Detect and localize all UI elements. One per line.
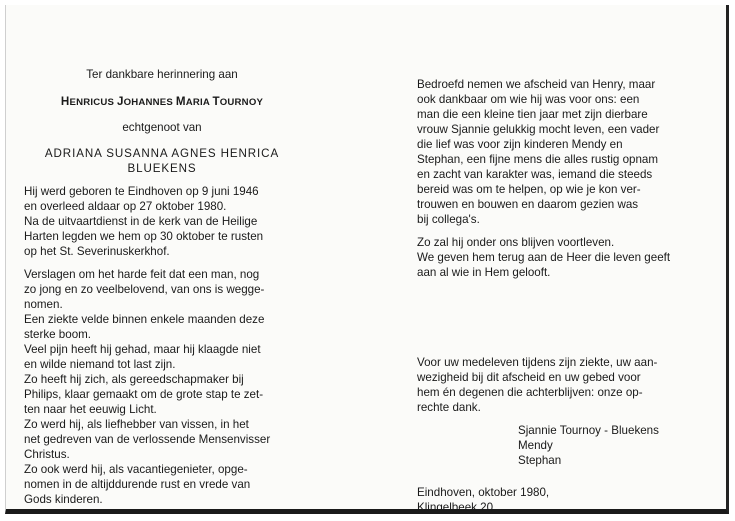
text-line: Zo zal hij onder ons blijven voortleven. — [417, 236, 615, 249]
text-line: Veel pijn heeft hij gehad, maar hij klaagde niet — [24, 343, 261, 356]
text-line: Zo heeft hij zich, als gereedschapmaker bij — [24, 373, 244, 386]
signature-block — [518, 423, 709, 468]
text-line: Harten legden we hem op 30 oktober te rusten — [24, 230, 264, 243]
memorial-card — [5, 5, 729, 514]
paragraph-thanks — [417, 355, 709, 415]
text-line: ten naar het eeuwig Licht. — [24, 403, 157, 416]
text-line: hem én degenen die achterblijven: onze op- — [417, 386, 643, 399]
text-line: sterke boom. — [24, 328, 92, 341]
text-line: Zo werd hij, als liefhebber van vissen, in het — [24, 418, 249, 431]
text-line: nomen in de altijddurende rust en vrede van — [24, 478, 251, 491]
text-line: en wilde niemand tot last zijn. — [24, 358, 176, 371]
paragraph-work — [24, 372, 300, 417]
paragraph-pain — [24, 342, 300, 372]
text-line: ook dankbaar om wie hij was voor ons: een — [417, 93, 640, 106]
text-line: Verslagen om het harde feit dat een man, nog — [24, 268, 260, 281]
text-line: bij collega's. — [417, 213, 480, 226]
paragraph-farewell — [417, 77, 709, 227]
paragraph-funeral — [24, 214, 300, 259]
paragraph-loss — [24, 267, 300, 312]
spouse-label: echtgenoot van — [122, 121, 202, 134]
text-line: Hij werd geboren te Eindhoven op 9 juni 1946 — [24, 185, 259, 198]
text-line: Zo ook werd hij, als vacantiegenieter, opge- — [24, 463, 248, 476]
paragraph-remembrance — [417, 235, 709, 280]
text-line: Bedroefd nemen we afscheid van Henry, maar — [417, 78, 656, 91]
text-line: We geven hem terug aan de Heer die leven geeft — [417, 251, 671, 264]
text-line: die lief was voor zijn kinderen Mendy en — [417, 138, 623, 151]
text-line: trouwen en bouwen en daarom gezien was — [417, 198, 639, 211]
paragraph-illness — [24, 312, 300, 342]
text-line: zo jong en zo veelbelovend, van ons is wegge- — [24, 283, 265, 296]
paragraph-birth-death — [24, 184, 300, 214]
place-date-line: Eindhoven, oktober 1980, — [417, 486, 550, 499]
deceased-name: HENRICUS JOHANNES MARIA TOURNOY — [60, 95, 264, 108]
intro-line: Ter dankbare herinnering aan — [86, 68, 238, 81]
text-line: Philips, klaar gemaakt om de grote stap te zet- — [24, 388, 264, 401]
paragraph-vacation — [24, 462, 300, 507]
text-line: Christus. — [24, 448, 70, 461]
text-line: op het St. Severinuskerkhof. — [24, 245, 170, 258]
left-column — [24, 67, 300, 507]
place-date-block — [417, 485, 709, 515]
text-line: net gedreven van de verlossende Mensenvisser — [24, 433, 271, 446]
text-line: rechte dank. — [417, 401, 481, 414]
spouse-name-line-2: BLUEKENS — [127, 162, 197, 175]
text-line: en zacht van karakter was, iemand die steeds — [417, 168, 653, 181]
text-line: Voor uw medeleven tijdens zijn ziekte, uw aan- — [417, 356, 658, 369]
paragraph-fishing — [24, 417, 300, 462]
text-line: wezigheid bij dit afscheid en uw gebed voor — [417, 371, 641, 384]
text-line: vrouw Sjannie gelukkig mocht leven, een vader — [417, 123, 660, 136]
signatory-name: Sjannie Tournoy - Bluekens — [518, 424, 659, 437]
text-line: aan al wie in Hem gelooft. — [417, 266, 551, 279]
text-line: Stephan, een fijne mens die alles rustig opnam — [417, 153, 659, 166]
spouse-name-line-1: ADRIANA SUSANNA AGNES HENRICA — [44, 147, 280, 160]
text-line: Na de uitvaartdienst in de kerk van de Heilige — [24, 215, 258, 228]
signatory-name: Mendy — [518, 439, 553, 452]
text-line: en overleed aldaar op 27 oktober 1980. — [24, 200, 227, 213]
address-line: Klingelbeek 20. — [417, 501, 497, 514]
text-line: Gods kinderen. — [24, 493, 103, 506]
right-column — [417, 77, 709, 515]
text-line: nomen. — [24, 298, 63, 311]
signatory-name: Stephan — [518, 454, 562, 467]
text-line: Een ziekte velde binnen enkele maanden deze — [24, 313, 265, 326]
text-line: bereid was om te helpen, op wie je kon ver- — [417, 183, 641, 196]
text-line: man die een kleine tien jaar met zijn dierbare — [417, 108, 648, 121]
